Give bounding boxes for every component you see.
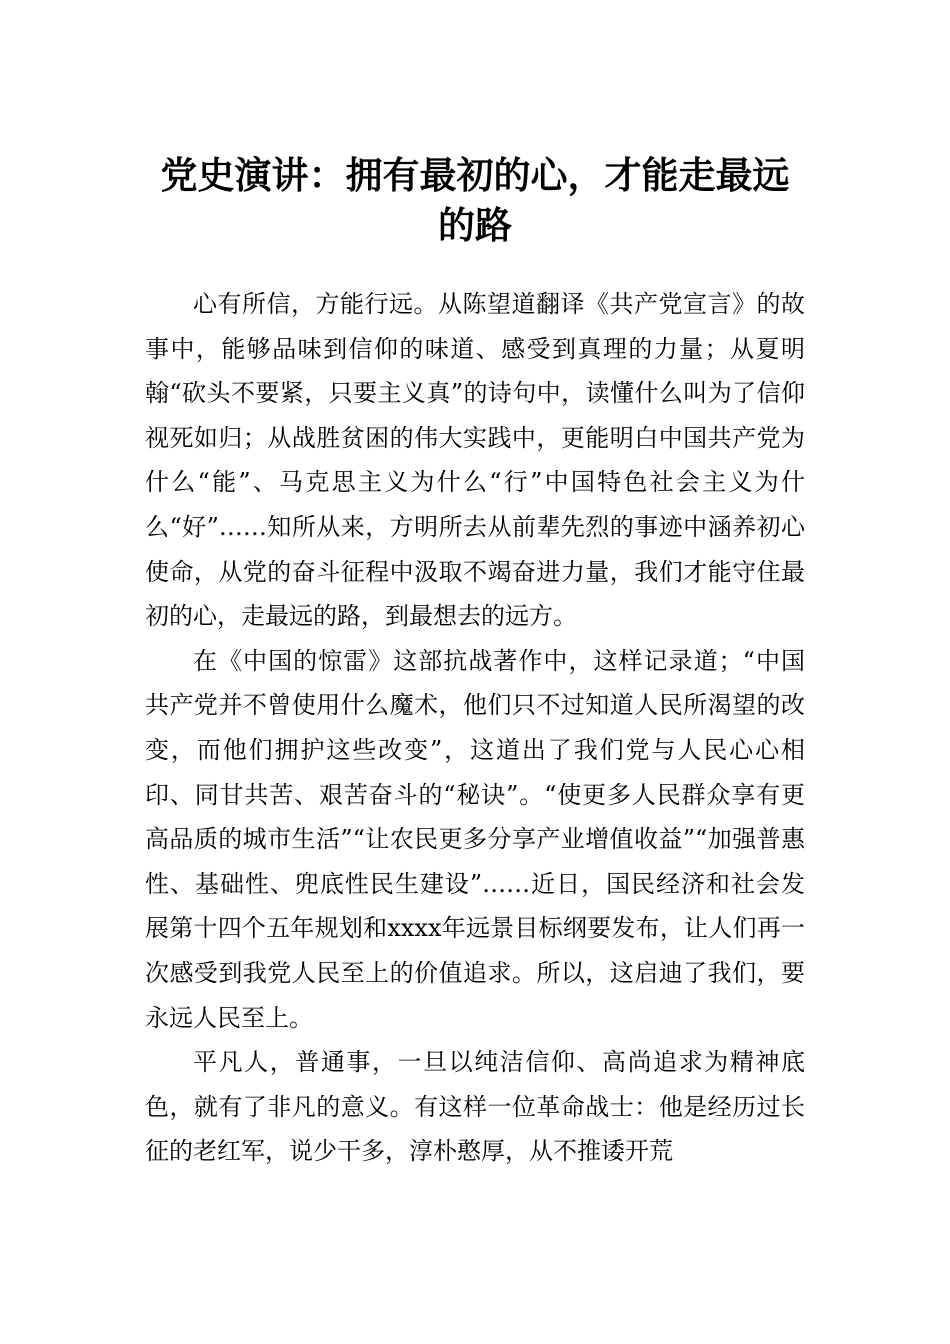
paragraph: 心有所信，方能行远。从陈望道翻译《共产党宣言》的故事中，能够品味到信仰的味道、感受到真理的力量；从夏明翰“砍头不要紧，只要主义真”的诗句中，读懂什么叫为了信仰视死如归；从战胜贫困的伟大实践中，更能明白中国共产党为什么“能”、马克思主义为什么“行”中国特色社会主义为什么“好”……知所从来，方明所去从前辈先烈的事迹中涵养初心使命，从党的奋斗征程中汲取不竭奋进力量，我们才能守住最初的心，走最远的路，到最想去的远方。 bbox=[145, 290, 805, 631]
document-body bbox=[145, 282, 805, 1174]
paragraph: 在《中国的惊雷》这部抗战著作中，这样记录道；“中国共产党并不曾使用什么魔术，他们只不过知道人民所渴望的改变，而他们拥护这些改变”，这道出了我们党与人民心心相印、同甘共苦、艰苦奋斗的“秘诀”。“使更多人民群众享有更高品质的城市生活”“让农民更多分享产业增值收益”“加强普惠性、基础性、兜底性民生建设”……近日，国民经济和社会发展第十四个五年规划和xxxx年远景目标纲要发布，让人们再一次感受到我党人民至上的价值追求。所以，这启迪了我们，要永远人民至上。 bbox=[145, 646, 805, 1032]
document-title: 党史演讲：拥有最初的心，才能走最远的路 bbox=[160, 153, 790, 247]
paragraph: 平凡人，普通事，一旦以纯洁信仰、高尚追求为精神底色，就有了非凡的意义。有这样一位革命战士：他是经历过长征的老红军，说少干多，淳朴憨厚，从不推诿开荒 bbox=[145, 1048, 805, 1166]
